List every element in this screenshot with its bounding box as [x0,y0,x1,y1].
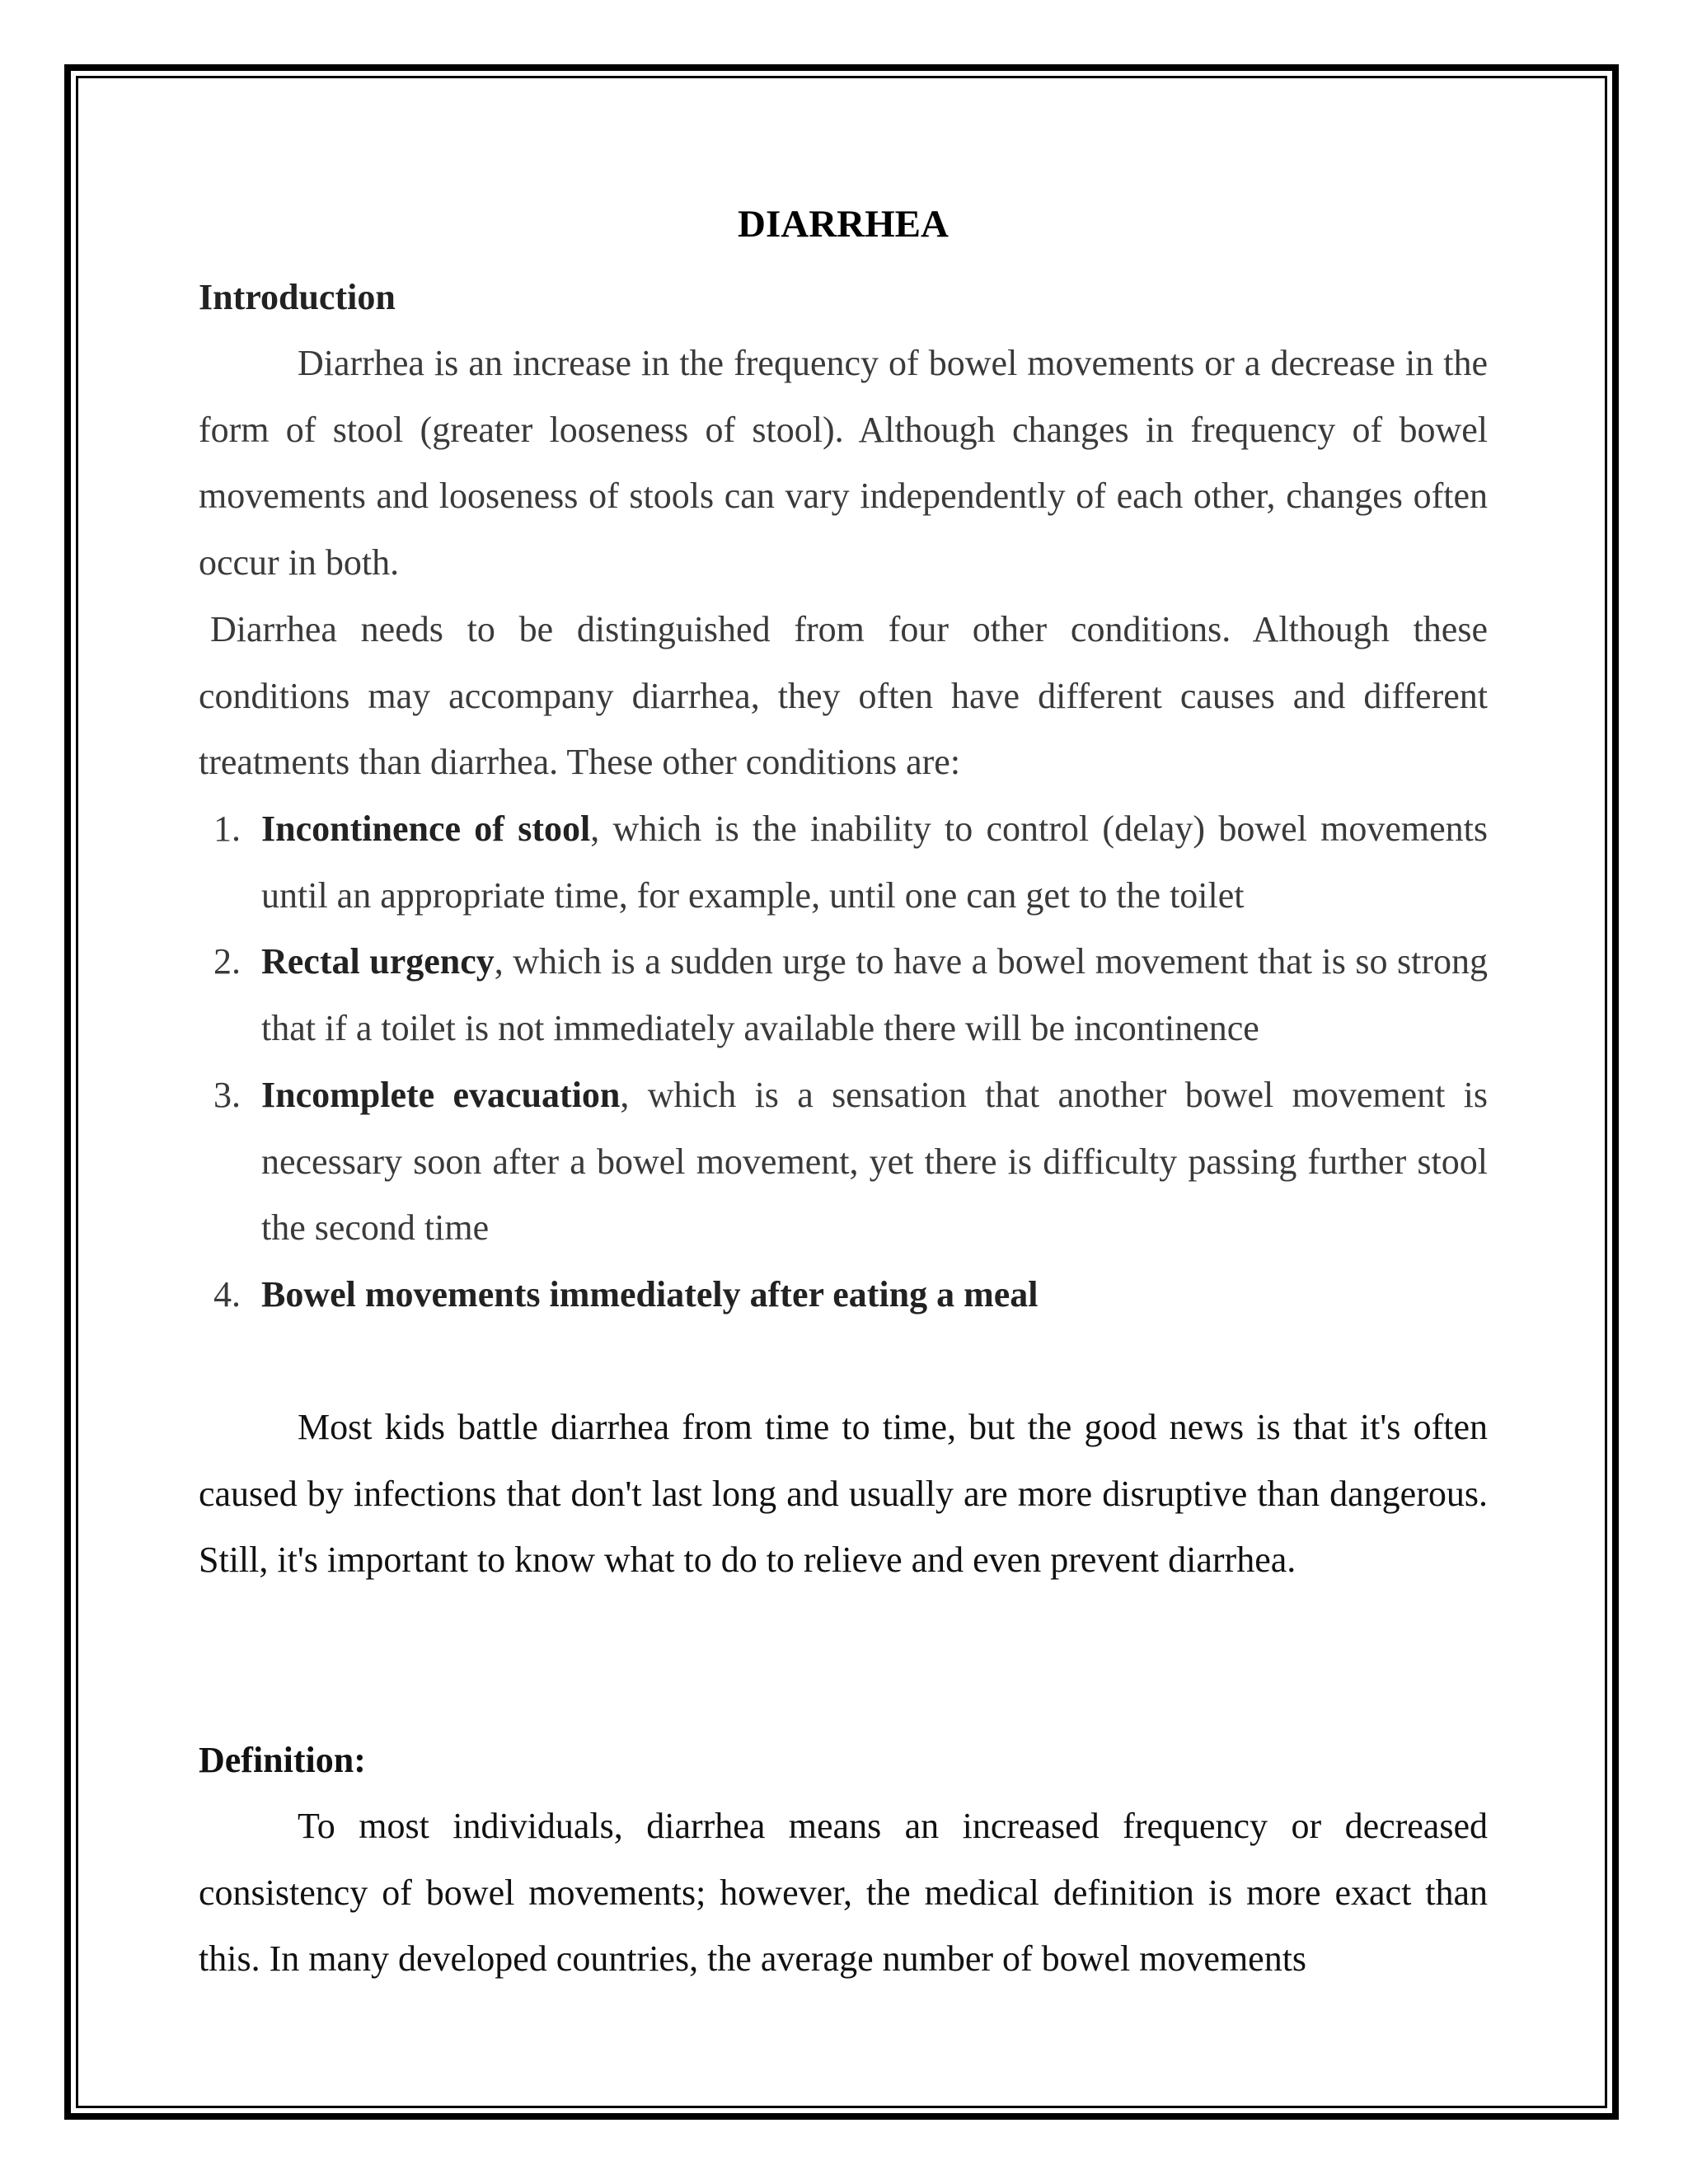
list-item [199,929,1488,1062]
list-item-number: 4. [213,1273,241,1315]
intro-heading: Introduction [199,277,396,317]
list-item-number: 1. [213,808,241,849]
list-item-term: Incontinence of stool [261,808,591,849]
document-title: DIARRHEA [738,203,949,246]
list-item-term: Incomplete evacuation [261,1074,621,1115]
list-item-text: , which is a sensation that another bowel movement is necessary soon after a bowel movement, yet there is difficulty passing further stool the second time [261,1074,1488,1249]
list-item [199,796,1488,929]
conditions-list [199,796,1488,1329]
list-item [199,1062,1488,1262]
definition-heading: Definition: [199,1740,366,1780]
intro-paragraph-1: Diarrhea is an increase in the frequency of bowel movements or a decrease in the form of stool (greater looseness of stool). Although changes in frequency of bowel movements and looseness of stools can vary independently of each other, changes often occur in both. [199,343,1488,583]
list-item-term: Rectal urgency [261,941,495,982]
list-item-text: , which is a sudden urge to have a bowel movement that is so strong that if a toilet is not immediately available there will be incontinence [261,941,1488,1049]
intro-paragraph-3: Most kids battle diarrhea from time to time, but the good news is that it's often caused by infections that don't last long and usually are more disruptive than dangerous. Still, it's important to know what to do to relieve and even prevent diarrhea. [199,1407,1488,1581]
list-item-term: Bowel movements immediately after eating a meal [261,1273,1039,1315]
list-item-number: 2. [213,941,241,982]
list-item-text: , which is the inability to control (delay) bowel movements until an appropriate time, for example, until one can get to the toilet [261,808,1488,916]
list-item [199,1262,1488,1329]
intro-paragraph-2: Diarrhea needs to be distinguished from four other conditions. Although these conditions may accompany diarrhea, they often have different causes and different treatments than diarrhea. These other conditions are: [199,609,1488,783]
definition-paragraph-1: To most individuals, diarrhea means an increased frequency or decreased consistency of bowel movements; however, the medical definition is more exact than this. In many developed countries, the average number of bowel movements [199,1806,1488,1980]
list-item-number: 3. [213,1074,241,1115]
